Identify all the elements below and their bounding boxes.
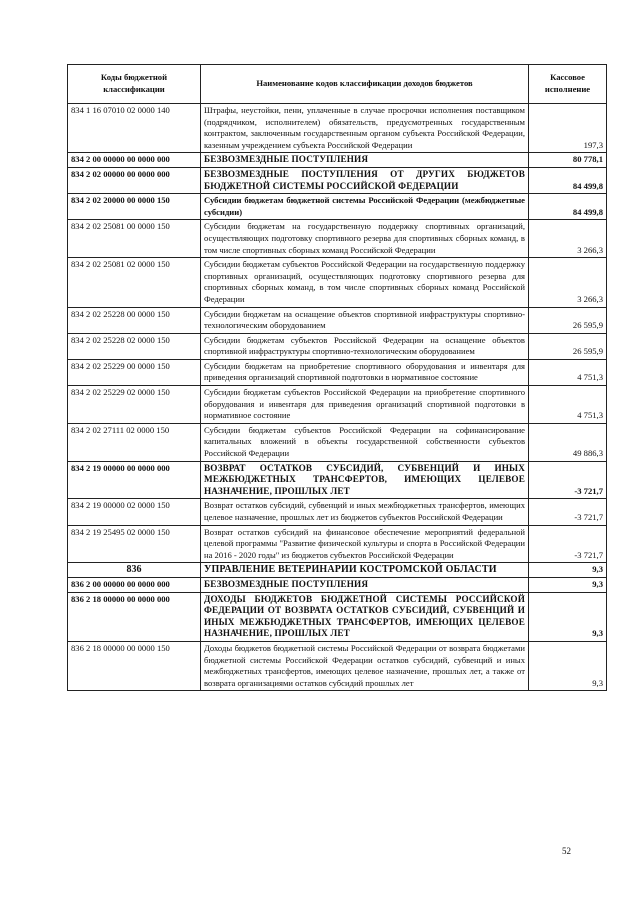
row-code: 834 2 02 25081 00 0000 150 — [68, 220, 201, 258]
row-code: 834 2 02 27111 02 0000 150 — [68, 423, 201, 461]
header-name: Наименование кодов классификации доходов бюджетов — [201, 65, 529, 104]
row-amount: 26 595,9 — [529, 333, 607, 359]
budget-revenue-table — [67, 64, 607, 691]
row-name: Субсидии бюджетам субъектов Российской Федерации на приобретение спортивного оборудования и инвентаря для приведения организаций спортивной подготовки в нормативное состояние — [201, 386, 529, 424]
table-row — [68, 307, 607, 333]
row-amount: 84 499,8 — [529, 194, 607, 220]
row-name: Субсидии бюджетам субъектов Российской Федерации на оснащение объектов спортивной инфраструктуры спортивно-технологическим оборудованием — [201, 333, 529, 359]
row-name: Субсидии бюджетам субъектов Российской Федерации на софинансирование капитальных вложений в объекты государственной собственности субъектов Российской Федерации — [201, 423, 529, 461]
table-row — [68, 167, 607, 193]
row-name: УПРАВЛЕНИЕ ВЕТЕРИНАРИИ КОСТРОМСКОЙ ОБЛАСТИ — [201, 563, 529, 578]
row-code: 836 2 18 00000 00 0000 000 — [68, 592, 201, 641]
page-number: 52 — [562, 846, 571, 856]
row-code: 834 2 19 25495 02 0000 150 — [68, 525, 201, 563]
row-code: 834 2 02 25229 02 0000 150 — [68, 386, 201, 424]
row-amount: 4 751,3 — [529, 386, 607, 424]
row-code: 834 1 16 07010 02 0000 140 — [68, 104, 201, 153]
row-name: Субсидии бюджетам субъектов Российской Федерации на государственную поддержку спортивных организаций, осуществляющих подготовку спортивного резерва для спортивных сборных команд, в том числе спортивных сборных команд Российской Федерации — [201, 258, 529, 307]
row-code: 836 2 00 00000 00 0000 000 — [68, 577, 201, 592]
row-code: 834 2 02 25081 02 0000 150 — [68, 258, 201, 307]
table-row — [68, 525, 607, 563]
row-amount: 4 751,3 — [529, 359, 607, 385]
row-amount: 3 266,3 — [529, 220, 607, 258]
row-code: 834 2 02 25229 00 0000 150 — [68, 359, 201, 385]
row-amount: 9,3 — [529, 641, 607, 690]
table-row — [68, 153, 607, 168]
row-code: 836 2 18 00000 00 0000 150 — [68, 641, 201, 690]
row-amount: 49 886,3 — [529, 423, 607, 461]
row-code: 834 2 00 00000 00 0000 000 — [68, 153, 201, 168]
table-row — [68, 423, 607, 461]
row-amount: 84 499,8 — [529, 167, 607, 193]
row-name: Возврат остатков субсидий на финансовое обеспечение мероприятий федеральной целевой программы "Развитие физической культуры и спорта в Российской Федерации на 2016 - 2020 годы" из бюджетов субъектов Российской Федерации — [201, 525, 529, 563]
row-name: Штрафы, неустойки, пени, уплаченные в случае просрочки исполнения поставщиком (подрядчиком, исполнителем) обязательств, предусмотренных государственным контрактом, заключенным государственным органом субъекта Российской Федерации, казенным учреждением субъекта Российской Федерации — [201, 104, 529, 153]
row-name: БЕЗВОЗМЕЗДНЫЕ ПОСТУПЛЕНИЯ ОТ ДРУГИХ БЮДЖЕТОВ БЮДЖЕТНОЙ СИСТЕМЫ РОССИЙСКОЙ ФЕДЕРАЦИИ — [201, 167, 529, 193]
row-name: Доходы бюджетов бюджетной системы Российской Федерации от возврата бюджетами бюджетной системы Российской Федерации остатков субсидий, субвенций и иных межбюджетных трансфертов, имеющих целевое назначение, прошлых лет, а также от возврата организациями остатков субсидий прошлых лет — [201, 641, 529, 690]
table-row — [68, 359, 607, 385]
row-code: 836 — [68, 563, 201, 578]
row-code: 834 2 19 00000 00 0000 000 — [68, 461, 201, 499]
row-amount: 3 266,3 — [529, 258, 607, 307]
table-row — [68, 194, 607, 220]
row-name: Возврат остатков субсидий, субвенций и иных межбюджетных трансфертов, имеющих целевое назначение, прошлых лет из бюджетов субъектов Российской Федерации — [201, 499, 529, 525]
row-name: БЕЗВОЗМЕЗДНЫЕ ПОСТУПЛЕНИЯ — [201, 577, 529, 592]
table-row — [68, 641, 607, 690]
table-row — [68, 258, 607, 307]
row-amount: -3 721,7 — [529, 461, 607, 499]
table-row — [68, 461, 607, 499]
row-name: Субсидии бюджетам на приобретение спортивного оборудования и инвентаря для приведения организаций спортивной подготовки в нормативное состояние — [201, 359, 529, 385]
row-code: 834 2 02 20000 00 0000 150 — [68, 194, 201, 220]
header-amount: Кассовое исполнение — [529, 65, 607, 104]
row-amount: 197,3 — [529, 104, 607, 153]
table-row — [68, 499, 607, 525]
row-name: ВОЗВРАТ ОСТАТКОВ СУБСИДИЙ, СУБВЕНЦИЙ И ИНЫХ МЕЖБЮДЖЕТНЫХ ТРАНСФЕРТОВ, ИМЕЮЩИХ ЦЕЛЕВОЕ НАЗНАЧЕНИЕ, ПРОШЛЫХ ЛЕТ — [201, 461, 529, 499]
row-code: 834 2 19 00000 02 0000 150 — [68, 499, 201, 525]
table-row — [68, 563, 607, 578]
table-row — [68, 592, 607, 641]
row-amount: -3 721,7 — [529, 499, 607, 525]
table-row — [68, 333, 607, 359]
table-row — [68, 577, 607, 592]
row-code: 834 2 02 00000 00 0000 000 — [68, 167, 201, 193]
table-header-row — [68, 65, 607, 104]
row-amount: 9,3 — [529, 592, 607, 641]
row-amount: -3 721,7 — [529, 525, 607, 563]
table-row — [68, 220, 607, 258]
row-name: ДОХОДЫ БЮДЖЕТОВ БЮДЖЕТНОЙ СИСТЕМЫ РОССИЙСКОЙ ФЕДЕРАЦИИ ОТ ВОЗВРАТА ОСТАТКОВ СУБСИДИЙ, СУБВЕНЦИЙ И ИНЫХ МЕЖБЮДЖЕТНЫХ ТРАНСФЕРТОВ, ИМЕЮЩИХ ЦЕЛЕВОЕ НАЗНАЧЕНИЕ, ПРОШЛЫХ ЛЕТ — [201, 592, 529, 641]
row-name: Субсидии бюджетам бюджетной системы Российской Федерации (межбюджетные субсидии) — [201, 194, 529, 220]
row-amount: 80 778,1 — [529, 153, 607, 168]
row-code: 834 2 02 25228 02 0000 150 — [68, 333, 201, 359]
row-code: 834 2 02 25228 00 0000 150 — [68, 307, 201, 333]
table-row — [68, 104, 607, 153]
table-row — [68, 386, 607, 424]
header-code: Коды бюджетной классификации — [68, 65, 201, 104]
row-amount: 9,3 — [529, 577, 607, 592]
row-name: БЕЗВОЗМЕЗДНЫЕ ПОСТУПЛЕНИЯ — [201, 153, 529, 168]
row-amount: 26 595,9 — [529, 307, 607, 333]
row-name: Субсидии бюджетам на государственную поддержку спортивных организаций, осуществляющих подготовку спортивного резерва для спортивных сборных команд, в том числе спортивных сборных команд Российской Федерации — [201, 220, 529, 258]
row-name: Субсидии бюджетам на оснащение объектов спортивной инфраструктуры спортивно-технологическим оборудованием — [201, 307, 529, 333]
row-amount: 9,3 — [529, 563, 607, 578]
